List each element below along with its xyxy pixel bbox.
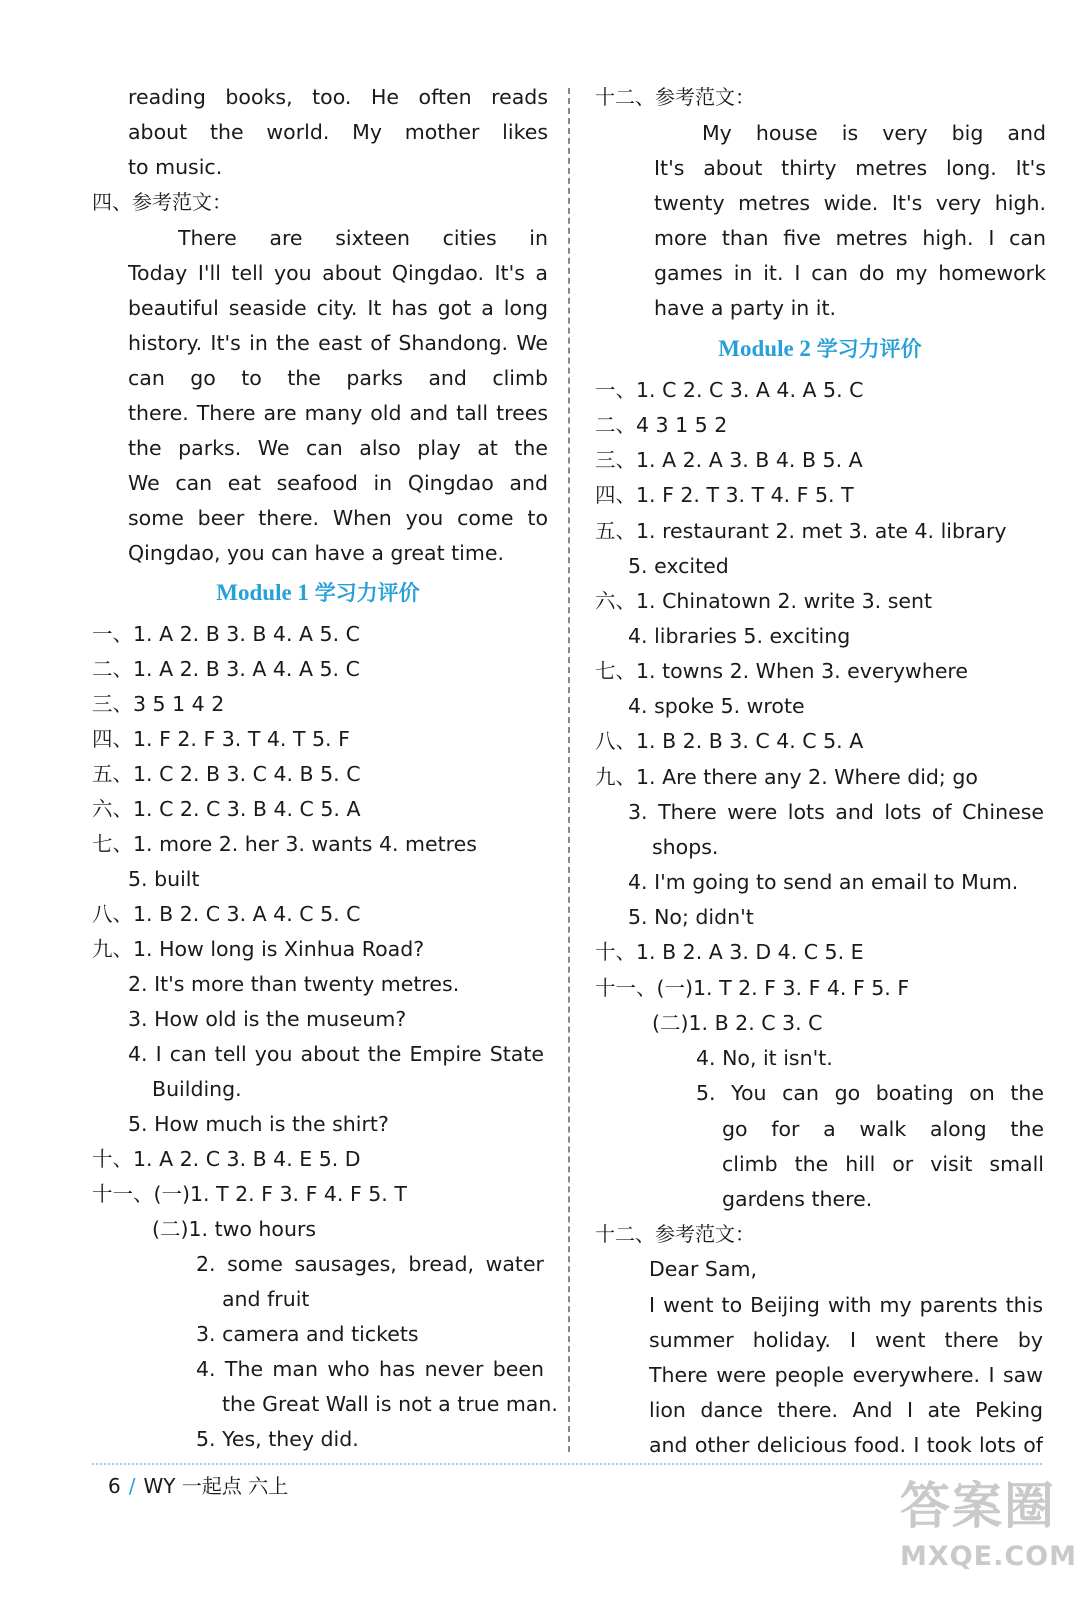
answer-line: There were people everywhere. I saw: [649, 1363, 1043, 1387]
answer-line: 四、1. F 2. T 3. T 4. F 5. T: [595, 483, 854, 507]
answer-line: 七、1. towns 2. When 3. everywhere: [595, 659, 969, 683]
answer-line: 一、1. C 2. C 3. A 4. A 5. C: [595, 378, 864, 402]
answer-line: 4. I can tell you about the Empire State: [128, 1042, 544, 1066]
answer-line: 三、1. A 2. A 3. B 4. B 5. A: [595, 448, 863, 472]
answer-line: (二)1. B 2. C 3. C: [652, 1011, 823, 1035]
module-heading: [128, 578, 508, 608]
answer-line: about the world. My mother likes: [128, 120, 548, 144]
answer-line: there. There are many old and tall trees: [128, 401, 548, 425]
answer-line: It's about thirty metres long. It's: [654, 156, 1046, 180]
answer-line: some beer there. When you come to: [128, 506, 548, 530]
answer-line: twenty metres wide. It's very high.: [654, 191, 1046, 215]
answer-line: summer holiday. I went there by: [649, 1328, 1043, 1352]
answer-line: 七、1. more 2. her 3. wants 4. metres: [92, 832, 477, 856]
answer-line: the Great Wall is not a true man.: [222, 1392, 558, 1416]
answer-line: (二)1. two hours: [152, 1217, 317, 1241]
answer-line: more than five metres high. I can: [654, 226, 1046, 250]
answer-line: history. It's in the east of Shandong. We: [128, 331, 548, 355]
module-heading-cn: 学习力评价: [816, 336, 922, 361]
answer-line: There are sixteen cities in: [178, 226, 548, 250]
answer-line: 十、1. A 2. C 3. B 4. E 5. D: [92, 1147, 361, 1171]
answer-line: 四、1. F 2. F 3. T 4. T 5. F: [92, 727, 350, 751]
answer-line: 5. How much is the shirt?: [128, 1112, 389, 1136]
answer-line: lion dance there. And I ate Peking: [649, 1398, 1043, 1422]
answer-line: 4. spoke 5. wrote: [628, 694, 805, 718]
answer-line: 六、1. Chinatown 2. write 3. sent: [595, 589, 933, 613]
section-heading: 四、参考范文：: [92, 190, 232, 214]
answer-line: 三、3 5 1 4 2: [92, 692, 225, 716]
answer-line: Building.: [152, 1077, 242, 1101]
answer-line: beautiful seaside city. It has got a long: [128, 296, 548, 320]
answer-line: 九、1. Are there any 2. Where did; go: [595, 765, 978, 789]
column-divider: [568, 88, 570, 1452]
section-heading: 十二、参考范文：: [595, 1222, 755, 1246]
answer-line: 十、1. B 2. A 3. D 4. C 5. E: [595, 940, 864, 964]
answer-line: 4. No, it isn't.: [696, 1046, 833, 1070]
answer-line: 4. libraries 5. exciting: [628, 624, 851, 648]
module-heading: [634, 334, 1006, 364]
section-heading: 十二、参考范文：: [595, 85, 755, 109]
answer-line: go for a walk along the: [722, 1117, 1044, 1141]
answer-line: My house is very big and: [702, 121, 1046, 145]
answer-line: I went to Beijing with my parents this: [649, 1293, 1043, 1317]
answer-line: 3. How old is the museum?: [128, 1007, 407, 1031]
answer-line: 一、1. A 2. B 3. B 4. A 5. C: [92, 622, 360, 646]
answer-line: 5. Yes, they did.: [196, 1427, 359, 1451]
answer-line: 五、1. C 2. B 3. C 4. B 5. C: [92, 762, 361, 786]
answer-line: the parks. We can also play at the: [128, 436, 548, 460]
answer-line: 5. built: [128, 867, 200, 891]
answer-line: and other delicious food. I took lots of: [649, 1433, 1043, 1457]
answer-line: 2. It's more than twenty metres.: [128, 972, 460, 996]
page-number: 6: [108, 1474, 121, 1498]
answer-line: 2. some sausages, bread, water: [196, 1252, 544, 1276]
answer-line: Qingdao, you can have a great time.: [128, 541, 504, 565]
book-label: WY 一起点 六上: [143, 1474, 289, 1498]
footer-separator: /: [128, 1474, 136, 1498]
answer-line: 5. No; didn't: [628, 905, 754, 929]
watermark-title: 答案圈: [900, 1477, 1056, 1535]
answer-line: 九、1. How long is Xinhua Road?: [92, 937, 425, 961]
answer-line: 二、1. A 2. B 3. A 4. A 5. C: [92, 657, 360, 681]
module-heading-cn: 学习力评价: [314, 580, 420, 605]
answer-line: shops.: [652, 835, 719, 859]
answer-line: reading books, too. He often reads: [128, 85, 548, 109]
answer-line: 十一、(一)1. T 2. F 3. F 4. F 5. F: [595, 976, 910, 1000]
answer-line: 4. The man who has never been: [196, 1357, 544, 1381]
answer-line: and fruit: [222, 1287, 310, 1311]
module-heading-en: Module 2: [718, 336, 817, 361]
footer-rule: [92, 1463, 1042, 1465]
watermark-logo: [900, 1475, 1080, 1600]
answer-line: 4. I'm going to send an email to Mum.: [628, 870, 1019, 894]
answer-line: 5. excited: [628, 554, 729, 578]
answer-line: 3. camera and tickets: [196, 1322, 419, 1346]
answer-line: Dear Sam,: [649, 1257, 757, 1281]
answer-line: have a party in it.: [654, 296, 837, 320]
answer-line: We can eat seafood in Qingdao and: [128, 471, 548, 495]
answer-line: games in it. I can do my homework: [654, 261, 1046, 285]
page-footer: [108, 1472, 288, 1500]
answer-line: to music.: [128, 155, 223, 179]
answer-line: 八、1. B 2. C 3. A 4. C 5. C: [92, 902, 361, 926]
answer-line: 五、1. restaurant 2. met 3. ate 4. library: [595, 519, 1007, 543]
answer-line: climb the hill or visit small: [722, 1152, 1044, 1176]
answer-line: 3. There were lots and lots of Chinese: [628, 800, 1044, 824]
answer-line: 八、1. B 2. B 3. C 4. C 5. A: [595, 729, 864, 753]
watermark-url: MXQE.COM: [900, 1541, 1077, 1572]
answer-line: Today I'll tell you about Qingdao. It's a: [128, 261, 548, 285]
answer-line: 5. You can go boating on the: [696, 1081, 1044, 1105]
answer-line: gardens there.: [722, 1187, 873, 1211]
answer-line: can go to the parks and climb: [128, 366, 548, 390]
answer-line: 六、1. C 2. C 3. B 4. C 5. A: [92, 797, 361, 821]
module-heading-en: Module 1: [216, 580, 315, 605]
answer-line: 二、4 3 1 5 2: [595, 413, 728, 437]
answer-line: 十一、(一)1. T 2. F 3. F 4. F 5. T: [92, 1182, 407, 1206]
